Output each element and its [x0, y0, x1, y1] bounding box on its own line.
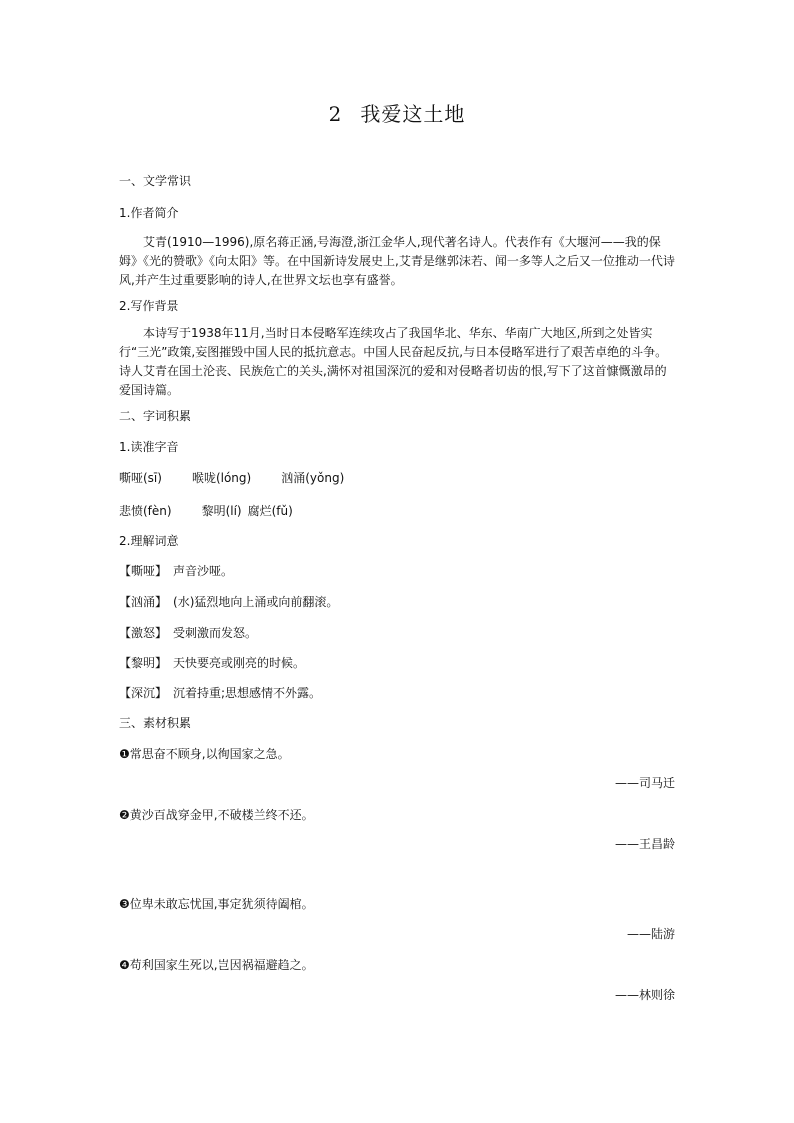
- subheading-pronunciation: 1.读准字音: [119, 440, 179, 454]
- lesson-title: 我爱这土地: [360, 102, 466, 126]
- term-word: 【黎明】: [119, 656, 168, 670]
- term-definition: 声音沙哑。: [173, 564, 234, 578]
- term-item: [119, 561, 675, 581]
- pinyin-row-2: [119, 501, 675, 521]
- pinyin-item: 腐烂(fǔ): [247, 504, 293, 518]
- quote-author: ——陆游: [626, 927, 675, 941]
- lesson-number: 2: [328, 102, 343, 126]
- subheading-background: 2.写作背景: [119, 299, 179, 313]
- term-item: [119, 623, 675, 643]
- quote-author: ——王昌龄: [614, 837, 675, 851]
- pinyin-item: 嘶哑(sī): [119, 471, 162, 485]
- term-item: [119, 592, 675, 612]
- section-heading-material: 三、素材积累: [119, 716, 192, 730]
- term-definition: 天快要亮或刚亮的时候。: [173, 656, 306, 670]
- pinyin-row-1: [119, 468, 675, 488]
- pinyin-item: 悲愤(fèn): [119, 504, 172, 518]
- quote-text: ❸位卑未敢忘忧国,事定犹须待阖棺。: [119, 897, 314, 911]
- term-item: [119, 653, 675, 673]
- section-heading-vocabulary: 二、字词积累: [119, 409, 192, 423]
- term-definition: (水)猛烈地向上涌或向前翻滚。: [173, 595, 339, 609]
- section-heading-literature: 一、文学常识: [119, 174, 192, 188]
- quote-author: ——林则徐: [614, 988, 675, 1002]
- author-intro-paragraph: 艾青(1910—1996),原名蒋正涵,号海澄,浙江金华人,现代著名诗人。代表作有《大堰河——我的保姆》《光的赞歌》《向太阳》等。在中国新诗发展史上,艾青是继郭沫若、闻一多等人之后又一位推动一代诗风,并产生过重要影响的诗人,在世界文坛也享有盛誉。: [119, 235, 675, 287]
- pinyin-item: 黎明(lí): [201, 504, 242, 518]
- subheading-word-meaning: 2.理解词意: [119, 534, 179, 548]
- quote-text: ❷黄沙百战穿金甲,不破楼兰终不还。: [119, 808, 314, 822]
- background-paragraph: 本诗写于1938年11月,当时日本侵略军连续攻占了我国华北、华东、华南广大地区,所到之处皆实行“三光”政策,妄图摧毁中国人民的抵抗意志。中国人民奋起反抗,与日本侵略军进行了艰苦卓绝的斗争。诗人艾青在国土沦丧、民族危亡的关头,满怀对祖国深沉的爱和对侵略者切齿的恨,写下了这首慷慨激昂的爱国诗篇。: [119, 326, 668, 397]
- quote-text: ❹苟利国家生死以,岂因祸福避趋之。: [119, 958, 314, 972]
- term-word: 【汹涌】: [119, 595, 168, 609]
- quote-text: ❶常思奋不顾身,以徇国家之急。: [119, 747, 290, 761]
- quote-author: ——司马迁: [614, 776, 675, 790]
- term-item: [119, 683, 675, 703]
- term-definition: 沉着持重;思想感情不外露。: [173, 686, 322, 700]
- term-definition: 受刺激而发怒。: [173, 626, 258, 640]
- term-word: 【嘶哑】: [119, 564, 168, 578]
- page-title: [0, 98, 794, 127]
- subheading-author-intro: 1.作者简介: [119, 206, 179, 220]
- term-word: 【激怒】: [119, 626, 168, 640]
- pinyin-item: 汹涌(yǒng): [281, 471, 345, 485]
- pinyin-item: 喉咙(lóng): [191, 471, 252, 485]
- term-word: 【深沉】: [119, 686, 168, 700]
